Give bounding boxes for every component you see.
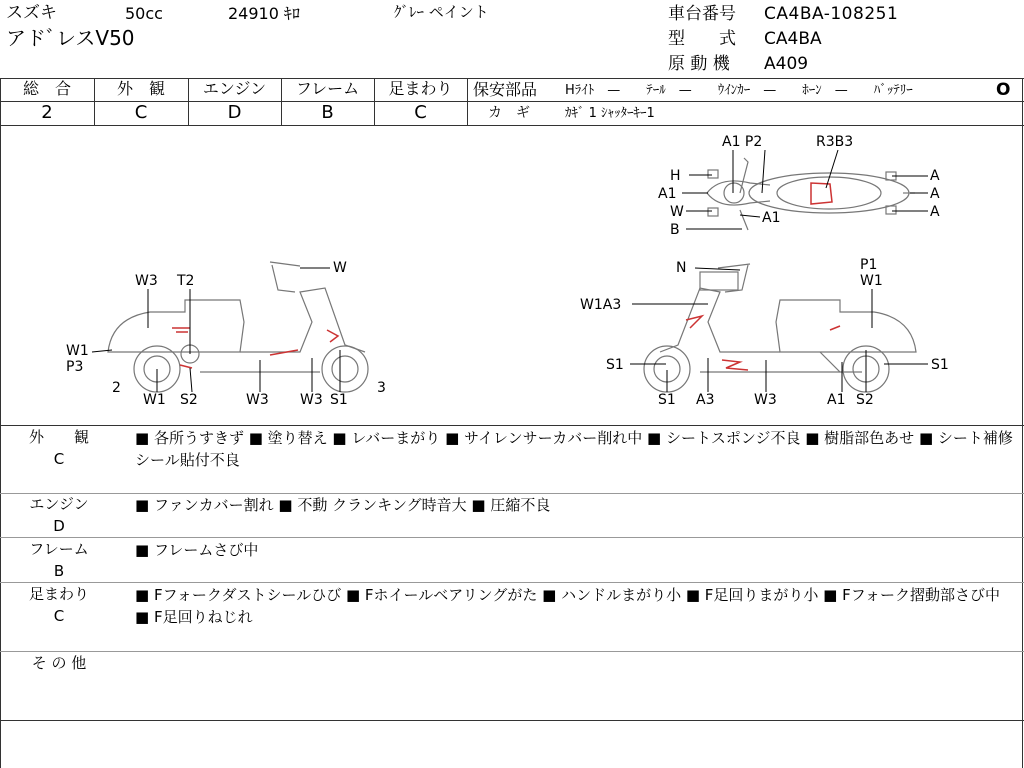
safety-items: Hﾗｲﾄ — ﾃｰﾙ — ｳｲﾝｶｰ — ﾎｰﾝ — ﾊﾞｯﾃﾘｰ [565, 83, 913, 98]
remark-divider-5 [0, 720, 1024, 721]
diag-top-label-r3b3: R3B3 [816, 134, 854, 150]
diag-top-label-a-3: A [930, 204, 940, 220]
frame-label: フレーム [295, 79, 360, 98]
remark-suspension-label: 足まわり [28, 585, 89, 603]
remark-exterior-text: ■ 各所うすきず ■ 塗り替え ■ レバーまがり ■ サイレンサーカバー削れ中 ■ シートスポンジ不良 ■ 樹脂部色あせ ■ シート補修シール貼付不良 [135, 429, 1013, 469]
damage-mark-top [811, 183, 832, 204]
exterior-grade: C [134, 102, 148, 123]
remark-divider-4 [0, 651, 1024, 652]
engine-label: エンジン [202, 79, 267, 98]
diag-top-label-a1-under: A1 [762, 210, 781, 226]
type-label: 型 式 [668, 29, 736, 49]
engine-model-value: A409 [764, 54, 809, 74]
diag-right-label-w1: W1 [860, 273, 883, 289]
diag-right-label-n: N [676, 260, 687, 276]
diag-left-label-2: 2 [112, 380, 121, 396]
body-color: ｸﾞﾚｰ ペイント [394, 3, 489, 21]
diag-right-label-a1: A1 [827, 392, 846, 408]
diag-right-label-w1a3: W1A3 [580, 297, 622, 313]
diag-left-label-w: W [333, 260, 347, 276]
diag-left-label-w3-top: W3 [135, 273, 158, 289]
diag-left-label-p3: P3 [66, 359, 84, 375]
diag-top-label-a1p2: A1 P2 [722, 134, 763, 150]
remark-frame-label: フレーム [29, 540, 89, 558]
suspension-label: 足まわり [388, 79, 453, 98]
diag-top-label-b: B [670, 222, 680, 238]
remark-frame-grade: B [53, 562, 65, 580]
overall-grade: 2 [41, 102, 53, 123]
remark-engine-grade: D [53, 517, 65, 535]
battery-mark: O [996, 80, 1011, 100]
engine-grade: D [227, 102, 242, 123]
remark-exterior-grade: C [53, 450, 65, 468]
diag-right-label-s2: S2 [856, 392, 874, 408]
model-name: アドﾞレスV50 [6, 26, 135, 50]
chassis-label: 車台番号 [668, 4, 736, 24]
remark-suspension-grade: C [53, 607, 65, 625]
diag-left-label-w1-bottom: W1 [143, 392, 166, 408]
engine-model-label: 原 動 機 [668, 54, 730, 74]
overall-label: 総 合 [22, 79, 71, 98]
diag-top-label-w: W [670, 204, 684, 220]
key-value: ｶｷﾞ 1 ｼｬｯﾀｰｷｰ1 [565, 106, 655, 121]
key-label: カ ギ [488, 105, 530, 121]
diag-left-label-t2: T2 [177, 273, 195, 289]
diag-left-label-w3-bottom: W3 [246, 392, 269, 408]
type-value: CA4BA [764, 29, 822, 49]
diag-right-label-s1-right: S1 [931, 357, 949, 373]
remark-suspension-text: ■ Fフォークダストシールひび ■ Fホイールベアリングがた ■ ハンドルまがり小 ■ F足回りまがり小 ■ Fフォーク摺動部さび中 ■ F足回りねじれ [135, 586, 1000, 626]
remark-divider-3 [0, 582, 1024, 583]
remark-divider-2 [0, 537, 1024, 538]
chassis-value: CA4BA-108251 [764, 4, 899, 24]
frame-grade: B [321, 102, 334, 123]
maker: スズキ [6, 3, 57, 23]
diag-right-label-a3: A3 [696, 392, 715, 408]
remark-other-label: そ の 他 [31, 654, 87, 672]
diag-top-label-a1-left: A1 [658, 186, 677, 202]
diag-left-label-3: 3 [377, 380, 386, 396]
diag-right-label-s1-bottom: S1 [658, 392, 676, 408]
diagram-bottom-line [0, 425, 1024, 426]
displacement: 50cc [125, 4, 163, 23]
diag-left-label-w3-bottom-2: W3 [300, 392, 323, 408]
safety-label: 保安部品 [473, 80, 538, 99]
remark-engine-text: ■ ファンカバー割れ ■ 不動 クランキング時音大 ■ 圧縮不良 [135, 496, 551, 514]
diag-left-label-s1: S1 [330, 392, 348, 408]
remark-exterior-label: 外 観 [28, 428, 89, 446]
diag-top-label-a-1: A [930, 168, 940, 184]
diag-top-label-h: H [670, 168, 681, 184]
diag-right-label-w3: W3 [754, 392, 777, 408]
suspension-grade: C [414, 102, 427, 123]
remark-frame-text: ■ フレームさび中 [135, 541, 259, 559]
remark-engine-label: エンジン [29, 495, 89, 513]
exterior-label: 外 観 [116, 79, 165, 98]
mileage: 24910 ｷﾛ [228, 4, 300, 23]
diag-left-label-s2: S2 [180, 392, 198, 408]
diag-right-label-p1: P1 [860, 257, 878, 273]
diag-left-label-w1: W1 [66, 343, 89, 359]
diag-right-label-s1-left: S1 [606, 357, 624, 373]
diag-top-label-a-2: A [930, 186, 940, 202]
